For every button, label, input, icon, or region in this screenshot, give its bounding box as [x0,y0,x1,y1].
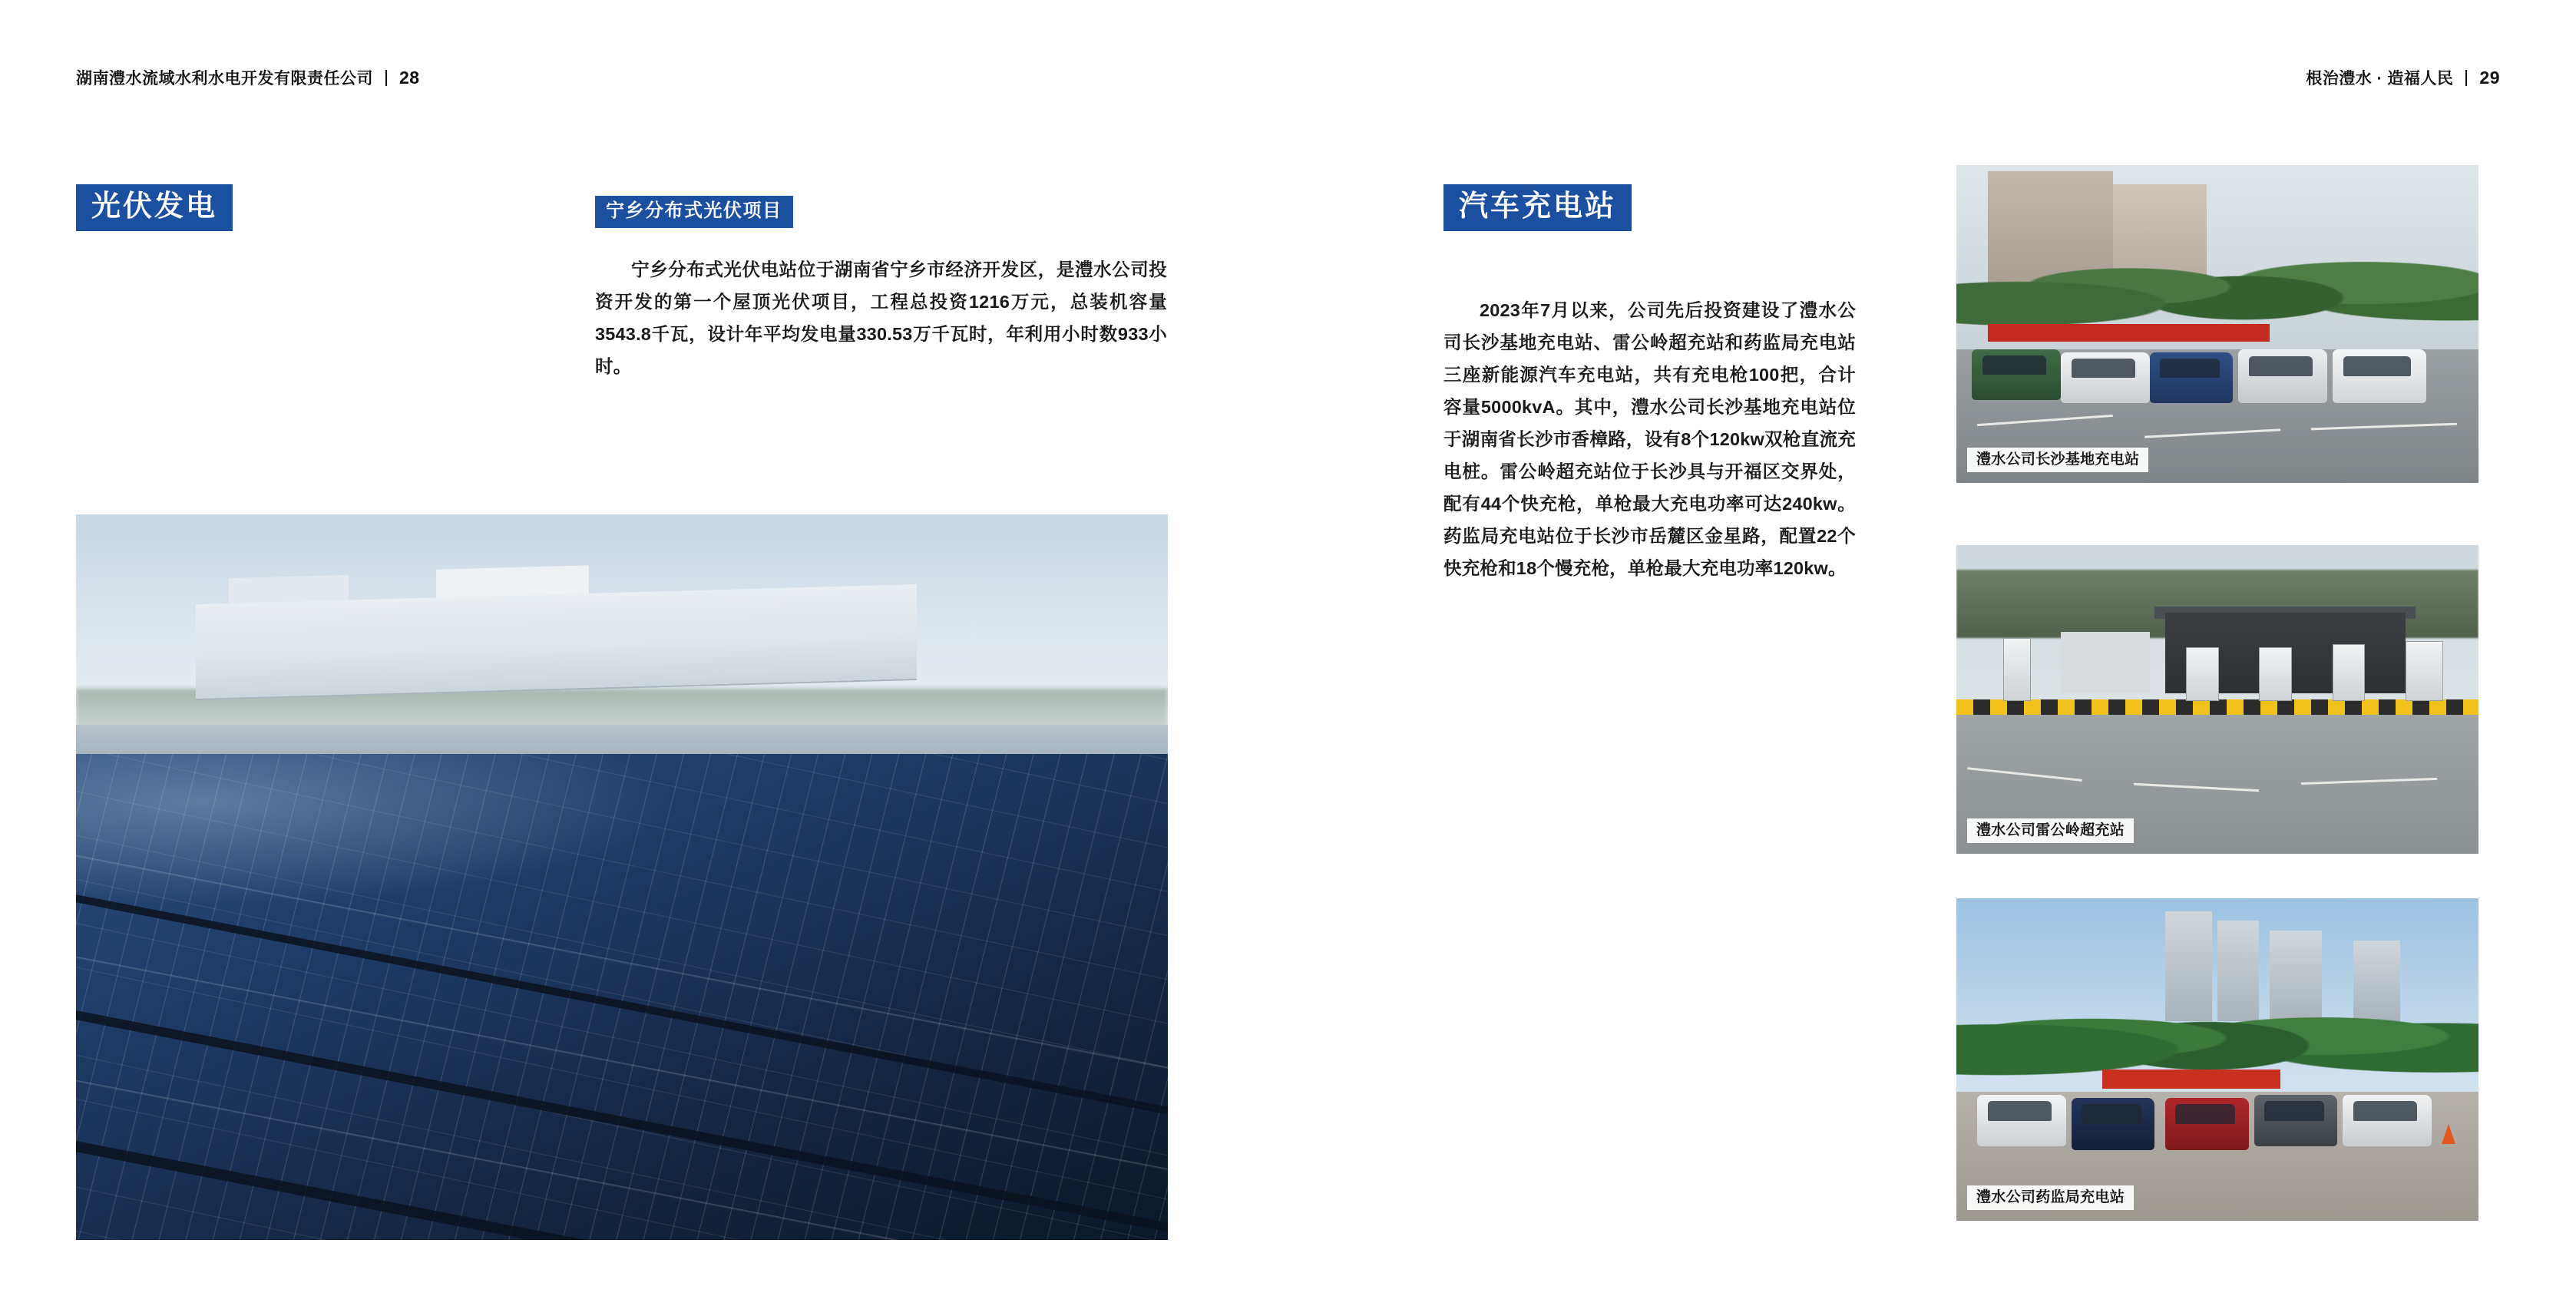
photo-factory-building [196,584,917,699]
photo1-car-5 [2333,349,2426,403]
photo3-traffic-cone [2442,1124,2455,1144]
running-head-divider [385,70,387,86]
photo1-car-4 [2238,349,2327,403]
photo3-red-banner [2102,1070,2280,1089]
section-heading-charging-station [1443,184,1632,231]
photo2-charger-cabinet-2 [2186,647,2219,701]
photo2-hazard-kerb [1956,699,2478,715]
photo-drug-administration-charging-station [1956,898,2478,1221]
photo-leigongling-supercharging-station [1956,545,2478,854]
photo3-car-5 [2343,1095,2432,1146]
photo-sun-glare [76,754,709,914]
body-text-photovoltaic [595,253,1167,382]
photo-changsha-base-charging-station [1956,165,2478,483]
photo2-charger-cabinet-1 [2003,638,2031,701]
body-text-charging-station [1443,294,1856,584]
photo1-car-1 [1972,349,2061,400]
running-head-right [2306,66,2500,89]
photo3-trees [1956,982,2478,1079]
section-heading-photovoltaic-label: 光伏发电 [76,184,233,231]
subsection-heading-ningxiang [595,196,793,228]
photo2-charger-cabinet-3 [2259,647,2292,701]
photo2-charger-cabinet-5 [2406,641,2444,701]
photo2-caption: 澧水公司雷公岭超充站 [1967,818,2134,843]
photo3-car-2 [2072,1098,2155,1149]
page-number-left: 28 [399,67,420,88]
section-heading-photovoltaic [76,184,233,231]
photo1-car-2 [2061,352,2150,403]
photo-rooftop-solar-array [76,514,1168,1240]
body-paragraph-charging-station: 2023年7月以来，公司先后投资建设了澧水公司长沙基地充电站、雷公岭超充站和药监局充电站三座新能源汽车充电站，共有充电枪100把，合计容量5000kvA。其中，澧水公司长沙基地充电站位于湖南省长沙市香樟路，设有8个120kw双枪直流充电桩。雷公岭超充站位于长沙具与开福区交界处，配有44个快充枪，单枪最大充电功率可达240kw。药监局充电站位于长沙市岳麓区金星路，配置22个快充枪和18个慢充枪，单枪最大充电功率120kw。 [1443,300,1856,578]
body-paragraph-photovoltaic: 宁乡分布式光伏电站位于湖南省宁乡市经济开发区，是澧水公司投资开发的第一个屋顶光伏项目，工程总投资1216万元，总装机容量3543.8千瓦，设计年平均发电量330.53万千瓦时，年利用小时数933小时。 [595,260,1167,376]
photo3-car-1 [1977,1095,2066,1146]
photo2-white-building [2061,632,2150,693]
subsection-heading-ningxiang-label: 宁乡分布式光伏项目 [595,196,793,228]
photo1-car-3 [2150,352,2234,403]
photo3-caption: 澧水公司药监局充电站 [1967,1185,2134,1210]
photo3-car-4 [2254,1095,2338,1146]
running-head-left-text: 湖南澧水流域水利水电开发有限责任公司 [76,70,373,88]
photo2-charger-cabinet-4 [2333,644,2366,701]
photo1-red-banner [1988,324,2270,342]
running-head-left [76,66,420,89]
photo3-car-3 [2165,1098,2249,1149]
running-head-divider-right [2465,70,2467,86]
photo1-caption: 澧水公司长沙基地充电站 [1967,448,2148,472]
section-heading-charging-station-label: 汽车充电站 [1443,184,1632,231]
running-head-right-text: 根治澧水 · 造福人民 [2306,70,2454,88]
page-number-right: 29 [2479,67,2500,88]
